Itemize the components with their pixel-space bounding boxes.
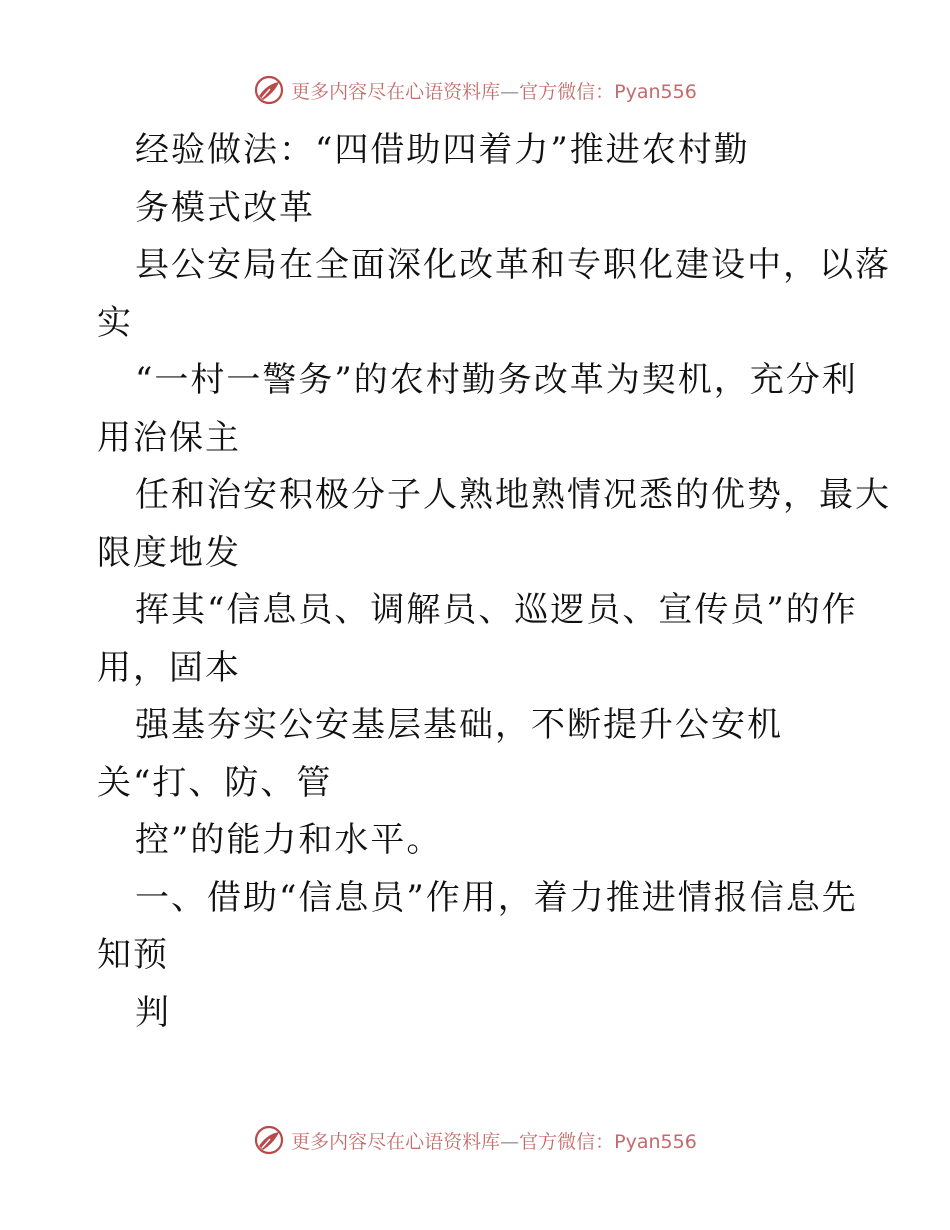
text-line: 县公安局在全面深化改革和专职化建设中，以落 xyxy=(135,245,891,285)
text-line: 一、借助“信息员”作用，着力推进情报信息先 xyxy=(135,877,858,918)
text-line: 经验做法：“四借助四着力”推进农村勤 xyxy=(135,130,750,170)
watermark-text: 更多内容尽在心语资料库—官方微信：Pyan556 xyxy=(291,80,697,103)
pen-nib-logo-icon xyxy=(253,74,285,106)
text-line: 挥其“信息员、调解员、巡逻员、宣传员”的作 xyxy=(135,590,858,630)
text-line: 控”的能力和水平。 xyxy=(135,820,443,860)
document-body xyxy=(97,122,891,1042)
text-line: 任和治安积极分子人熟地熟情况悉的优势，最大 xyxy=(135,475,891,515)
text-line: 知预 xyxy=(97,935,169,975)
text-line: 实 xyxy=(97,302,133,343)
text-line: 务模式改革 xyxy=(135,187,315,228)
footer-watermark xyxy=(0,1120,950,1160)
header-watermark xyxy=(0,70,950,110)
pen-nib-logo-icon xyxy=(253,1124,285,1156)
text-line: 限度地发 xyxy=(97,532,241,573)
watermark-text: 更多内容尽在心语资料库—官方微信：Pyan556 xyxy=(291,1130,697,1153)
text-line: “一村一警务”的农村勤务改革为契机，充分利 xyxy=(135,360,858,400)
text-line: 关“打、防、管 xyxy=(97,762,333,803)
text-line: 强基夯实公安基层基础，不断提升公安机 xyxy=(135,705,783,745)
text-line: 判 xyxy=(135,992,171,1033)
text-line: 用治保主 xyxy=(97,417,241,458)
text-line: 用，固本 xyxy=(97,647,241,688)
